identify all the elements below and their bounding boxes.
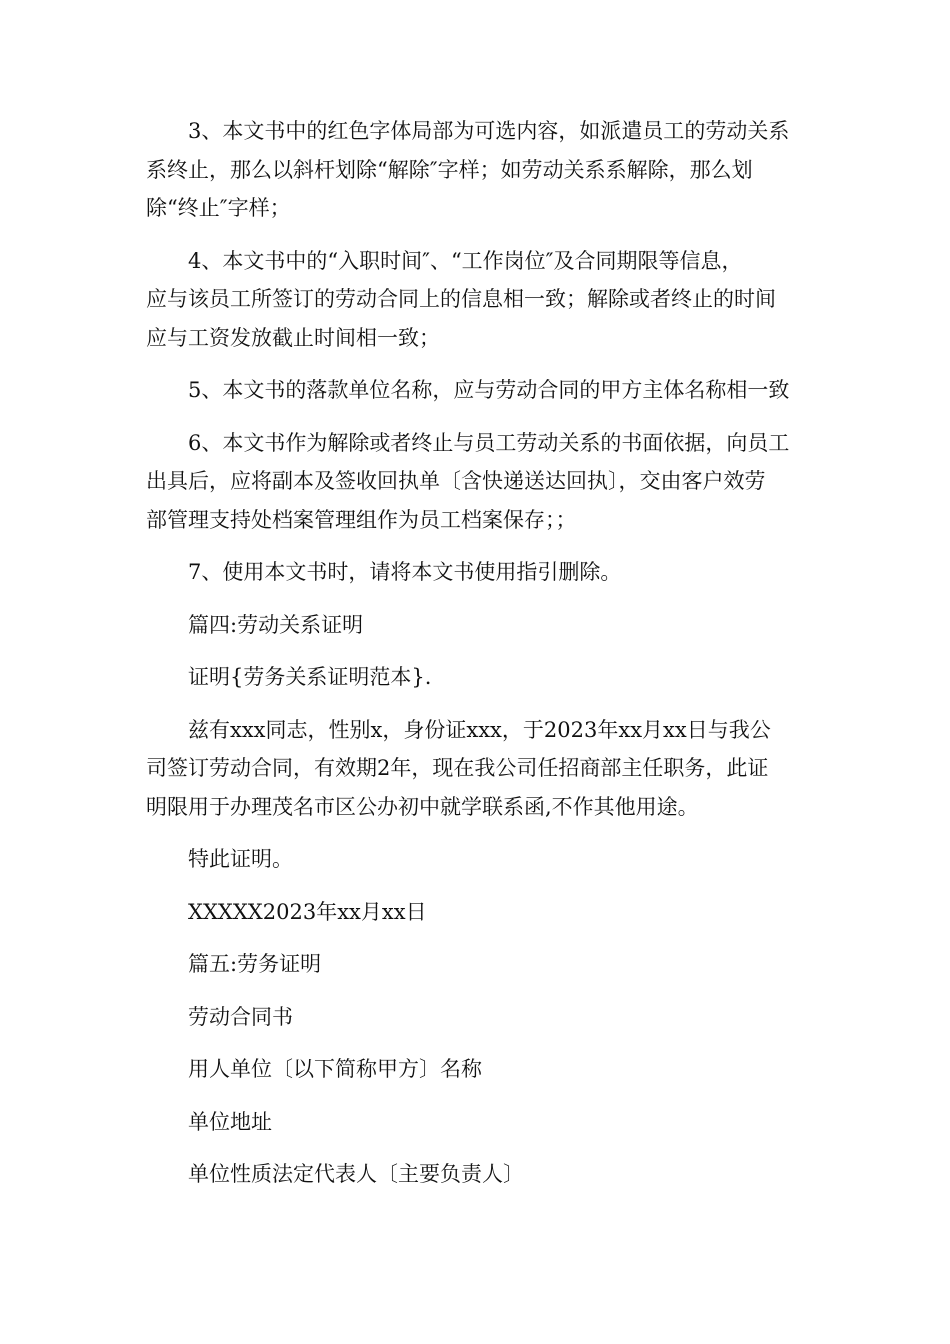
employer-address-field: 单位地址: [188, 1109, 272, 1134]
text-line: 司签订劳动合同，有效期2年，现在我公司任招商部主任职务，此证: [146, 756, 769, 780]
contract-title: 劳动合同书: [188, 1004, 293, 1029]
certificate-closing: 特此证明。: [188, 847, 293, 871]
document-body: [146, 112, 806, 1208]
instruction-item-3: [146, 112, 806, 228]
certificate-date: XXXXX2023年xx月xx日: [188, 899, 427, 924]
instruction-item-4: [146, 242, 806, 358]
text-line: 4、本文书中的“入职时间″、“工作岗位″及合同期限等信息，: [188, 248, 743, 273]
text-line: 明限用于办理茂名市区公办初中就学联系函,不作其他用途。: [146, 794, 699, 819]
text-line: 出具后，应将副本及签收回执单〔含快递送达回执〕，交由客户效劳: [146, 469, 766, 493]
certificate-title: 证明{劳务关系证明范本}.: [188, 665, 432, 689]
instruction-item-7: 7、使用本文书时，请将本文书使用指引删除。: [188, 560, 622, 584]
text-line: 系终止，那么以斜杆划除“解除″字样；如劳动关系系解除，那么划: [146, 157, 753, 182]
instruction-item-6: [146, 424, 806, 540]
instruction-item-5: 5、本文书的落款单位名称，应与劳动合同的甲方主体名称相一致: [188, 378, 790, 402]
employer-name-field: 用人单位〔以下简称甲方〕名称: [188, 1057, 482, 1081]
text-line: 6、本文书作为解除或者终止与员工劳动关系的书面依据，向员工: [188, 430, 790, 455]
section-heading-5: 篇五:劳务证明: [188, 952, 322, 976]
text-line: 部管理支持处档案管理组作为员工档案保存；；: [146, 507, 577, 532]
text-line: 3、本文书中的红色字体局部为可选内容，如派遣员工的劳动关系: [188, 119, 790, 143]
text-line: 除“终止″字样；: [146, 196, 291, 220]
text-line: 应与该员工所签订的劳动合同上的信息相一致；解除或者终止的时间: [146, 287, 776, 311]
text-line: 应与工资发放截止时间相一致；: [146, 325, 440, 350]
employer-representative-field: 单位性质法定代表人〔主要负责人〕: [188, 1162, 524, 1186]
text-line: 兹有xxx同志，性别x，身份证xxx，于2023年xx月xx日与我公: [188, 717, 771, 742]
section-heading-4: 篇四:劳动关系证明: [188, 612, 364, 637]
certificate-body: [146, 711, 806, 827]
